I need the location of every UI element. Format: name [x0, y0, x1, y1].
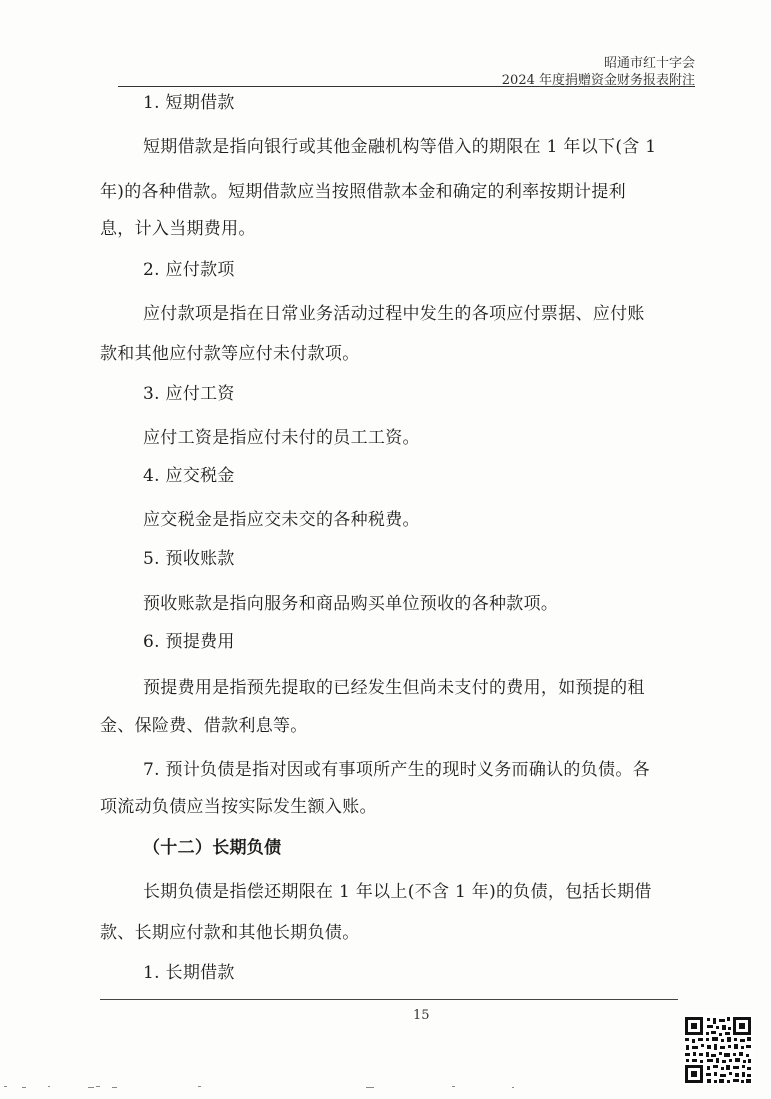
paragraph-line: 应付款项是指在日常业务活动过程中发生的各项应付票据、应付账 — [143, 304, 645, 324]
paragraph-line: 应交税金是指应交未交的各种税费。 — [143, 510, 420, 530]
heading-short-term-loans: 1. 短期借款 — [143, 93, 235, 113]
heading-long-term-loans: 1. 长期借款 — [143, 963, 235, 983]
heading-accrued-expenses: 6. 预提费用 — [143, 632, 235, 652]
heading-advance-receipts: 5. 预收账款 — [143, 549, 235, 569]
paragraph-line: 款和其他应付款等应付未付款项。 — [100, 344, 360, 364]
paragraph-line: 应付工资是指应付未付的员工工资。 — [143, 428, 420, 448]
heading-payables: 2. 应付款项 — [143, 260, 235, 280]
section-heading-long-term-liabilities: （十二）长期负债 — [143, 838, 282, 858]
header-organization: 昭通市红十字会 — [603, 56, 695, 71]
paragraph-line: 预提费用是指预先提取的已经发生但尚未支付的费用，如预提的租 — [143, 678, 645, 698]
header-report-title: 2024 年度捐赠资金财务报表附注 — [501, 73, 695, 88]
paragraph-line: 项流动负债应当按实际发生额入账。 — [100, 797, 377, 817]
paragraph-line: 长期负债是指偿还期限在 1 年以上(不含 1 年)的负债，包括长期借 — [143, 882, 652, 902]
heading-taxes-payable: 4. 应交税金 — [143, 466, 235, 486]
paragraph-line: 短期借款是指向银行或其他金融机构等借入的期限在 1 年以下(含 1 — [143, 137, 657, 157]
qr-code-icon — [683, 1015, 753, 1085]
paragraph-line: 息，计入当期费用。 — [100, 219, 256, 239]
header-rule — [118, 86, 695, 87]
footer-rule — [100, 999, 678, 1000]
paragraph-line: 款、长期应付款和其他长期负债。 — [100, 923, 360, 943]
paragraph-line: 预收账款是指向服务和商品购买单位预收的各种款项。 — [143, 594, 559, 614]
paragraph-line: 金、保险费、借款利息等。 — [100, 716, 308, 736]
scan-artifacts — [0, 1084, 771, 1090]
paragraph-line: 7. 预计负债是指对因或有事项所产生的现时义务而确认的负债。各 — [143, 760, 650, 780]
heading-wages-payable: 3. 应付工资 — [143, 384, 235, 404]
page-number: 15 — [413, 1008, 430, 1023]
paragraph-line: 年)的各种借款。短期借款应当按照借款本金和确定的利率按期计提利 — [100, 182, 626, 202]
